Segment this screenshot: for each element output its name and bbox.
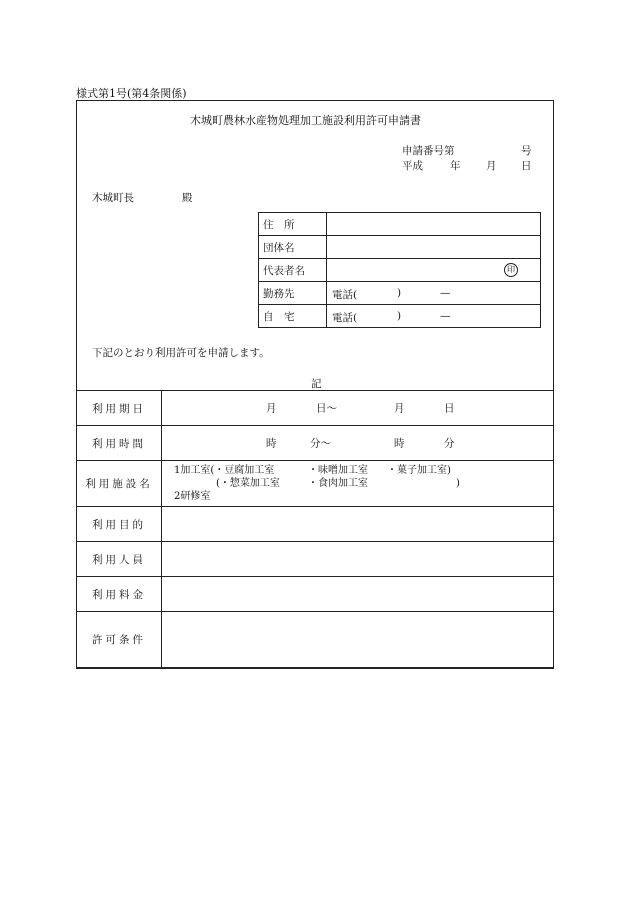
group-field[interactable]	[327, 236, 541, 259]
representative-field[interactable]	[327, 259, 541, 282]
statement: 下記のとおり利用許可を申請します。	[92, 347, 270, 359]
application-number-prefix: 申請番号第	[402, 145, 455, 157]
facility-confectionery-room: ・菓子加工室)	[387, 465, 451, 476]
period-label: 利用期日	[77, 391, 162, 426]
conditions-label: 許可条件	[77, 612, 162, 668]
facility-label: 利用施設名	[77, 461, 162, 507]
home-row	[259, 305, 541, 328]
representative-row	[259, 259, 541, 282]
date-day: 日	[521, 160, 532, 172]
workplace-phone-dash: —	[440, 287, 451, 299]
fee-label: 利用料金	[77, 577, 162, 612]
time-label: 利用時間	[77, 426, 162, 461]
facility-miso-room: ・味噌加工室	[308, 465, 368, 476]
home-phone-field[interactable]	[327, 305, 541, 328]
workplace-row	[259, 282, 541, 305]
fee-row	[77, 577, 554, 612]
applicant-table	[258, 212, 541, 328]
facility-line-2-close: )	[456, 478, 460, 489]
workplace-phone-label: 電話(	[332, 289, 358, 301]
home-phone-label: 電話(	[332, 312, 358, 324]
conditions-row	[77, 612, 554, 668]
time-hour-1: 時	[266, 437, 277, 450]
facility-meat-room: ・食肉加工室	[308, 478, 368, 489]
fee-field[interactable]	[162, 577, 554, 612]
period-day-1: 日〜	[316, 402, 337, 415]
home-phone-dash: —	[440, 310, 451, 322]
time-minute-1: 分〜	[310, 437, 331, 450]
form-title: 木城町農林水産物処理加工施設利用許可申請書	[190, 114, 421, 127]
addressee	[92, 190, 193, 205]
home-label: 自 宅	[259, 305, 327, 328]
date-month: 月	[486, 160, 497, 172]
representative-label: 代表者名	[259, 259, 327, 282]
workplace-phone-field[interactable]	[327, 282, 541, 305]
ki-heading: 記	[311, 378, 322, 390]
address-label: 住 所	[259, 213, 327, 236]
details-table	[76, 390, 554, 668]
purpose-row	[77, 507, 554, 542]
addressee-honorific: 殿	[182, 192, 193, 204]
facility-processing-room: 1加工室(・豆腐加工室	[174, 465, 275, 476]
facility-training-room: 2研修室	[174, 491, 211, 502]
facility-field[interactable]	[162, 461, 554, 507]
facility-deli-room: (・惣菜加工室	[216, 478, 280, 489]
form-number-label: 様式第1号(第4条関係)	[76, 87, 187, 100]
date-era: 平成	[402, 160, 423, 172]
period-day-2: 日	[444, 402, 455, 415]
period-row	[77, 391, 554, 426]
facility-row	[77, 461, 554, 507]
address-field[interactable]	[327, 213, 541, 236]
group-label: 団体名	[259, 236, 327, 259]
addressee-name: 木城町長	[92, 192, 134, 204]
time-minute-2: 分	[444, 437, 455, 450]
purpose-label: 利用目的	[77, 507, 162, 542]
time-row	[77, 426, 554, 461]
time-field[interactable]	[162, 426, 554, 461]
workplace-label: 勤務先	[259, 282, 327, 305]
people-label: 利用人員	[77, 542, 162, 577]
seal-icon: 印	[504, 263, 518, 277]
people-field[interactable]	[162, 542, 554, 577]
date-year: 年	[450, 160, 461, 172]
workplace-phone-close: )	[397, 287, 402, 299]
people-row	[77, 542, 554, 577]
period-month-1: 月	[266, 402, 277, 415]
purpose-field[interactable]	[162, 507, 554, 542]
home-phone-close: )	[397, 310, 402, 322]
group-row	[259, 236, 541, 259]
conditions-field[interactable]	[162, 612, 554, 668]
period-field[interactable]	[162, 391, 554, 426]
time-hour-2: 時	[394, 437, 405, 450]
period-month-2: 月	[394, 402, 405, 415]
application-number-suffix: 号	[521, 145, 532, 157]
address-row	[259, 213, 541, 236]
